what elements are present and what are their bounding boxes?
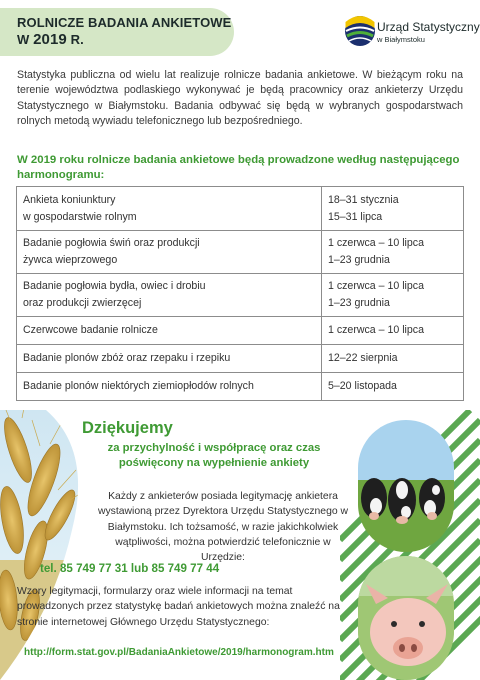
activity-cell: Czerwcowe badanie rolnicze	[17, 317, 322, 345]
table-row	[17, 345, 464, 373]
page-title-line1: ROLNICZE BADANIA ANKIETOWE	[17, 15, 232, 30]
date-cell: 5–20 listopada	[322, 373, 464, 401]
title-suffix: R.	[66, 32, 84, 47]
title-year: 2019	[33, 31, 67, 48]
activity-text: Ankieta koniunktury	[23, 193, 116, 206]
pig-photo	[358, 556, 454, 680]
date-text: 1–23 grudnia	[328, 254, 390, 266]
schedule-table	[16, 186, 464, 401]
date-cell	[322, 231, 464, 274]
date-text: 1 czerwca – 10 lipca	[328, 280, 424, 292]
activity-text: oraz produkcji zwierzęcej	[23, 297, 142, 309]
thanks-title: Dziękujemy	[82, 419, 173, 437]
activity-text: żywca wieprzowego	[23, 254, 118, 266]
activity-cell: Badanie plonów niektórych ziemiopłodów rolnych	[17, 373, 322, 401]
activity-text: Badanie pogłowia bydła, owiec i drobiu	[23, 280, 206, 292]
date-cell	[322, 274, 464, 317]
office-logo-icon	[344, 14, 376, 48]
logo-name: Urząd Statystyczny	[377, 20, 480, 34]
legitimation-text: Każdy z ankieterów posiada legitymację ankietera wystawioną przez Dyrektora Urzędu Statystycznego w Białymstoku. Ich tożsamość, w razie jakichkolwiek wątpliwości, można potwierdzić telefonicznie w Urzędzie:	[97, 491, 349, 564]
table-row	[17, 373, 464, 401]
schedule-url-link[interactable]: http://form.stat.gov.pl/BadaniaAnkietowe/2019/harmonogram.htm	[24, 647, 334, 658]
cows-photo	[358, 420, 454, 552]
page-title-line2	[17, 31, 84, 48]
intro-paragraph: Statystyka publiczna od wielu lat realizuje rolnicze badania ankietowe. W bieżącym roku na terenie województwa podlaskiego wykonywać je będą pracownicy oraz ankieterzy Urzędu Statystycznego w Białymstoku. Badania odbywać się będą w wybranych gospodarstwach rolnych metodą wywiadu telefonicznego lub bezpośredniego.	[17, 69, 463, 127]
table-row	[17, 317, 464, 345]
more-info-text: Wzory legitymacji, formularzy oraz wiele informacji na temat prowadzonych przez statystykę badań ankietowych można znaleźć na stronie internetowej Głównego Urzędu Statystycznego:	[17, 586, 340, 628]
table-row	[17, 274, 464, 317]
activity-cell: Badanie plonów zbóż oraz rzepaku i rzepiku	[17, 345, 322, 373]
activity-cell	[17, 231, 322, 274]
date-cell: 12–22 sierpnia	[322, 345, 464, 373]
schedule-heading: W 2019 roku rolnicze badania ankietowe będą prowadzone według następującego harmonogramu:	[17, 154, 460, 181]
date-text: 15–31 lipca	[328, 210, 383, 223]
thanks-line: poświęcony na wypełnienie ankiety	[118, 457, 310, 469]
table-row	[17, 187, 464, 231]
phone-numbers: tel. 85 749 77 31 lub 85 749 77 44	[40, 562, 220, 575]
activity-cell	[17, 187, 322, 231]
date-cell: 1 czerwca – 10 lipca	[322, 317, 464, 345]
table-row	[17, 231, 464, 274]
date-text: 1 czerwca – 10 lipca	[328, 237, 424, 249]
activity-text: w gospodarstwie rolnym	[23, 210, 137, 223]
activity-text: Badanie pogłowia świń oraz produkcji	[23, 237, 200, 249]
logo-city: w Białymstoku	[377, 35, 425, 44]
thanks-subtitle	[74, 441, 354, 471]
date-cell	[322, 187, 464, 231]
title-prefix: W	[17, 32, 34, 47]
date-text: 1–23 grudnia	[328, 297, 390, 309]
date-text: 18–31 stycznia	[328, 193, 399, 206]
activity-cell	[17, 274, 322, 317]
thanks-line: za przychylność i współpracę oraz czas	[107, 442, 321, 454]
